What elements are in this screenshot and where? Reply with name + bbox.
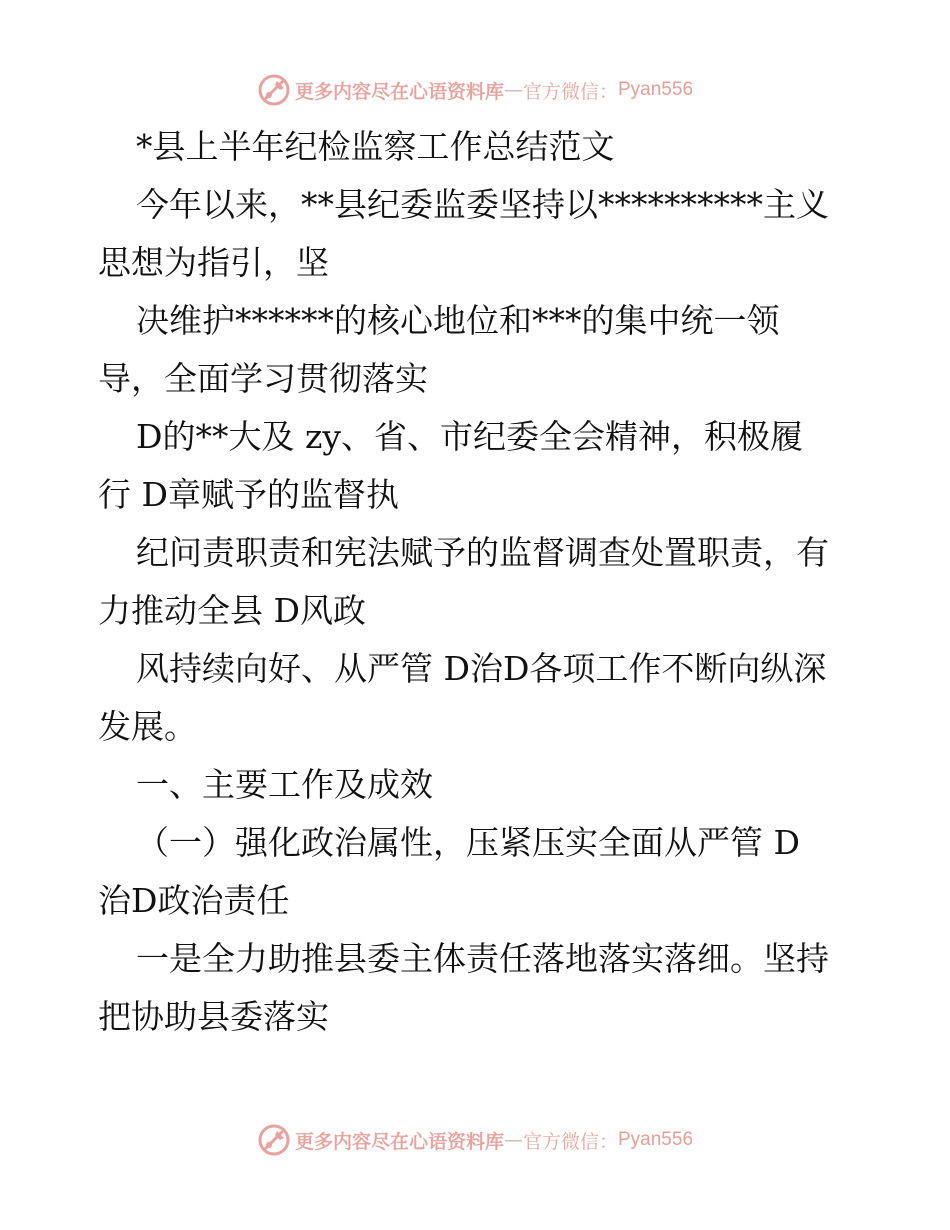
banner-promo-text: 更多内容尽在心语资料库	[294, 80, 504, 103]
document-title: *县上半年纪检监察工作总结范文	[136, 127, 615, 166]
banner-separator: —	[503, 79, 523, 101]
paragraph-line: 发展。	[98, 707, 197, 746]
banner-wechat-id: Pyan556	[618, 1129, 694, 1150]
banner-promo-text: 更多内容尽在心语资料库	[294, 1130, 504, 1153]
banner-wechat-label: 官方微信：	[522, 80, 618, 103]
brand-logo-icon	[257, 1123, 291, 1157]
paragraph-line: 把协助县委落实	[98, 997, 329, 1036]
paragraph-line: 思想为指引，坚	[98, 243, 329, 282]
subsection-heading: （一）强化政治属性，压紧压实全面从严管 D	[136, 823, 800, 862]
footer-watermark-banner	[0, 1120, 950, 1160]
header-watermark-banner	[0, 70, 950, 110]
paragraph-line: 行 D章赋予的监督执	[98, 475, 399, 514]
banner-wechat-label: 官方微信：	[522, 1130, 618, 1153]
banner-wechat-id: Pyan556	[618, 79, 694, 100]
paragraph-line: 一是全力助推县委主体责任落地落实落细。坚持	[136, 939, 829, 978]
paragraph-line: 导，全面学习贯彻落实	[98, 359, 428, 398]
paragraph-line: 纪问责职责和宪法赋予的监督调查处置职责，有	[136, 533, 829, 572]
document-body	[98, 118, 858, 1046]
banner-separator: —	[503, 1129, 523, 1151]
paragraph-line: 力推动全县 D风政	[98, 591, 366, 630]
section-heading: 一、主要工作及成效	[136, 765, 433, 804]
subsection-heading-cont: 治D政治责任	[98, 881, 290, 920]
paragraph-line: D的**大及 zy、省、市纪委全会精神，积极履	[136, 417, 803, 456]
paragraph-line: 今年以来，**县纪委监委坚持以**********主义	[136, 185, 829, 224]
paragraph-line: 决维护******的核心地位和***的集中统一领	[136, 301, 780, 340]
brand-logo-icon	[257, 73, 291, 107]
paragraph-line: 风持续向好、从严管 D治D各项工作不断向纵深	[136, 649, 827, 688]
